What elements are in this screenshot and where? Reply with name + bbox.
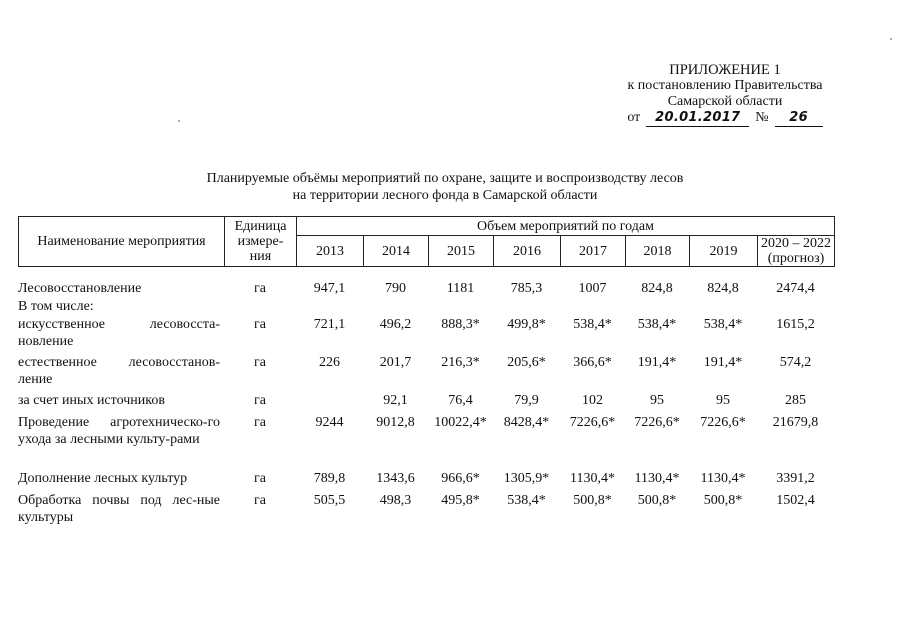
table-row (18, 470, 834, 492)
row-value: 574,2 (779, 355, 812, 370)
row-value: 285 (785, 393, 806, 408)
row-unit: га (254, 281, 266, 296)
row-name: В том числе: (18, 299, 94, 314)
table-header (18, 216, 835, 267)
scan-speck (890, 38, 892, 40)
row-value (689, 298, 757, 316)
row-value (493, 298, 560, 316)
row-value (757, 298, 834, 316)
row-value: 1181 (446, 281, 475, 296)
table-row (18, 492, 834, 532)
header-group: Объем мероприятий по годам (297, 217, 835, 236)
row-unit: га (254, 415, 266, 430)
row-value: 721,1 (313, 317, 346, 332)
row-value (625, 298, 689, 316)
data-table (18, 280, 834, 532)
row-value: 888,3* (441, 317, 480, 332)
row-unit: га (254, 493, 266, 508)
row-value: 498,3 (379, 493, 412, 508)
row-value: 10022,4* (434, 415, 487, 430)
row-unit (224, 298, 296, 316)
row-value: 789,8 (313, 471, 346, 486)
header-year: 2016 (494, 236, 561, 267)
row-value: 499,8* (507, 317, 546, 332)
header-year: 2020 – 2022 (прогноз) (758, 236, 835, 267)
table-row (18, 280, 834, 298)
table-row (18, 354, 834, 392)
number-label: № (755, 110, 769, 125)
appendix-heading: ПРИЛОЖЕНИЕ 1 (669, 62, 781, 78)
header-unit: Единица измере-ния (225, 217, 297, 267)
header-year: 2014 (364, 236, 429, 267)
row-value: 947,1 (313, 281, 346, 296)
header-year: 2017 (561, 236, 626, 267)
row-name: искусственное лесовосста-новление (18, 317, 220, 349)
row-value: 7226,6* (634, 415, 680, 430)
row-value: 1615,2 (776, 317, 815, 332)
row-name: за счет иных источников (18, 393, 165, 408)
row-name: Обработка почвы под лес-ные культуры (18, 493, 220, 525)
from-label: от (627, 110, 641, 125)
row-value: 1130,4* (634, 471, 680, 486)
row-name: естественное лесовосстанов-ление (18, 355, 220, 387)
row-value: 201,7 (379, 355, 412, 370)
row-value (428, 298, 493, 316)
row-value: 1343,6 (376, 471, 415, 486)
header-name: Наименование мероприятия (19, 217, 225, 267)
row-value: 7226,6* (569, 415, 616, 430)
row-value: 7226,6* (700, 415, 746, 430)
row-value: 538,4* (703, 317, 743, 332)
row-value: 366,6* (573, 355, 612, 370)
row-value: 191,4* (703, 355, 743, 370)
row-value: 205,6* (507, 355, 546, 370)
handwritten-number: 26 (775, 110, 823, 127)
appendix-block (600, 62, 850, 127)
row-value: 191,4* (637, 355, 677, 370)
row-value: 2474,4 (776, 281, 815, 296)
table-row (18, 316, 834, 354)
row-value: 538,4* (573, 317, 612, 332)
table-row (18, 298, 834, 316)
row-value: 216,3* (441, 355, 480, 370)
table-row (18, 392, 834, 414)
row-value: 9244 (315, 415, 344, 430)
title-line-1: Планируемые объёмы мероприятий по охране, защите и воспроизводству лесов (206, 171, 684, 186)
appendix-line-1: к постановлению Правительства (627, 78, 823, 93)
row-value: 79,9 (514, 393, 539, 408)
row-value: 785,3 (510, 281, 543, 296)
row-value: 9012,8 (376, 415, 415, 430)
header-year: 2019 (690, 236, 758, 267)
header-year: 2013 (297, 236, 364, 267)
title-line-2: на территории лесного фонда в Самарской области (292, 188, 598, 203)
row-value: 538,4* (507, 493, 546, 508)
row-value: 966,6* (441, 471, 480, 486)
row-value: 824,8 (641, 281, 673, 296)
row-value (296, 298, 363, 316)
handwritten-date: 20.01.2017 (646, 110, 749, 127)
row-value: 1130,4* (700, 471, 746, 486)
row-name: Дополнение лесных культур (18, 471, 188, 486)
row-value: 226 (319, 355, 340, 370)
row-value: 495,8* (441, 493, 480, 508)
row-value: 92,1 (383, 393, 408, 408)
row-value: 505,5 (313, 493, 346, 508)
row-value: 76,4 (448, 393, 473, 408)
appendix-dateline (600, 110, 850, 127)
row-value: 21679,8 (772, 415, 819, 430)
row-value: 1305,9* (503, 471, 550, 486)
row-value: 500,8* (703, 493, 743, 508)
header-year: 2015 (429, 236, 494, 267)
row-value: 824,8 (707, 281, 739, 296)
row-value: 102 (582, 393, 603, 408)
row-value: 538,4* (637, 317, 677, 332)
row-value: 496,2 (379, 317, 412, 332)
scan-speck (178, 120, 180, 122)
row-value: 500,8* (637, 493, 677, 508)
row-unit: га (254, 393, 266, 408)
appendix-line-2: Самарской области (667, 94, 783, 109)
row-value: 1007 (578, 281, 607, 296)
row-name: Лесовосстановление (18, 281, 142, 296)
row-value: 3391,2 (776, 471, 815, 486)
document-title (150, 170, 740, 204)
row-value: 95 (716, 393, 730, 408)
row-value: 1502,4 (776, 493, 815, 508)
row-value: 95 (650, 393, 664, 408)
row-unit: га (254, 355, 266, 370)
row-value: 790 (385, 281, 406, 296)
row-unit: га (254, 317, 266, 332)
row-value (363, 298, 428, 316)
row-value (296, 392, 363, 414)
row-value (560, 298, 625, 316)
row-unit: га (254, 471, 266, 486)
row-name: Проведение агротехническо-го ухода за лесными культу-рами (18, 415, 220, 447)
row-value: 8428,4* (503, 415, 550, 430)
row-value: 500,8* (573, 493, 612, 508)
table-row (18, 414, 834, 470)
row-value: 1130,4* (570, 471, 615, 486)
header-year: 2018 (626, 236, 690, 267)
